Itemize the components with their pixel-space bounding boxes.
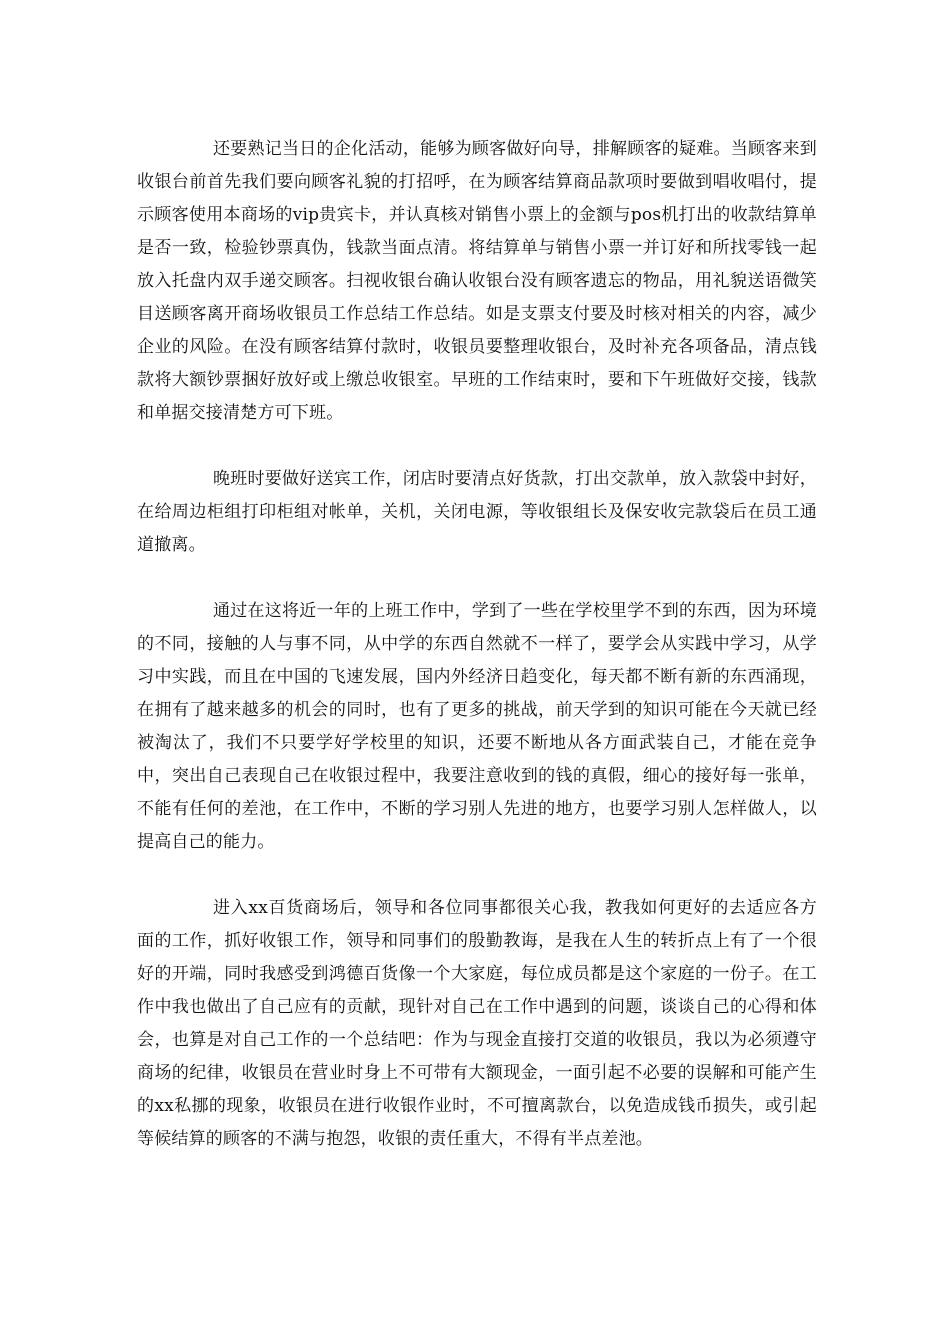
paragraph-learning: 通过在这将近一年的上班工作中，学到了一些在学校里学不到的东西，因为环境的不同，接触的人与事不同，从中学的东西自然就不一样了，要学会从实践中学习，从学习中实践，而且在中国的飞速发展，国内外经济日趋变化，每天都不断有新的东西涌现，在拥有了越来越多的机会的同时，也有了更多的挑战，前天学到的知识可能在今天就已经被淘汰了，我们不只要学好学校里的知识，还要不断地从各方面武装自己，才能在竞争中，突出自己表现自己在收银过程中，我要注意收到的钱的真假，细心的接好每一张单，不能有任何的差池，在工作中，不断的学习别人先进的地方，也要学习别人怎样做人，以提高自己的能力。 (137, 601, 817, 852)
paragraph-store-experience: 进入xx百货商场后，领导和各位同事都很关心我，教我如何更好的去适应各方面的工作，抓好收银工作，领导和同事们的殷勤教诲，是我在人生的转折点上有了一个很好的开端，同时我感受到鸿德百货像一个大家庭，每位成员都是这个家庭的一份子。在工作中我也做出了自己应有的贡献，现针对自己在工作中遇到的问题，谈谈自己的心得和体会，也算是对自己工作的一个总结吧：作为与现金直接打交道的收银员，我以为必须遵守商场的纪律，收银员在营业时身上不可带有大额现金，一面引起不必要的误解和可能产生的xx私挪的现象，收银员在进行收银作业时，不可擅离款台，以免造成钱币损失，或引起等候结算的顾客的不满与抱怨，收银的责任重大，不得有半点差池。 (137, 898, 817, 1149)
document-body (137, 133, 817, 1156)
paragraph-night-shift: 晚班时要做好送宾工作，闭店时要清点好货款，打出交款单，放入款袋中封好，在给周边柜组打印柜组对帐单，关机，关闭电源，等收银组长及保安收完款袋后在员工通道撤离。 (137, 469, 817, 555)
paragraph-cashier-duties: 还要熟记当日的企化活动，能够为顾客做好向导，排解顾客的疑难。当顾客来到收银台前首先我们要向顾客礼貌的打招呼，在为顾客结算商品款项时要做到唱收唱付，提示顾客使用本商场的vip贵宾卡，并认真核对销售小票上的金额与pos机打出的收款结算单是否一致，检验钞票真伪，钱款当面点清。将结算单与销售小票一并订好和所找零钱一起放入托盘内双手递交顾客。扫视收银台确认收银台没有顾客遗忘的物品，用礼貌送语微笑目送顾客离开商场收银员工作总结工作总结。如是支票支付要及时核对相关的内容，减少企业的风险。在没有顾客结算付款时，收银员要整理收银台，及时补充各项备品，清点钱款将大额钞票捆好放好或上缴总收银室。早班的工作结束时，要和下午班做好交接，钱款和单据交接清楚方可下班。 (137, 139, 817, 423)
